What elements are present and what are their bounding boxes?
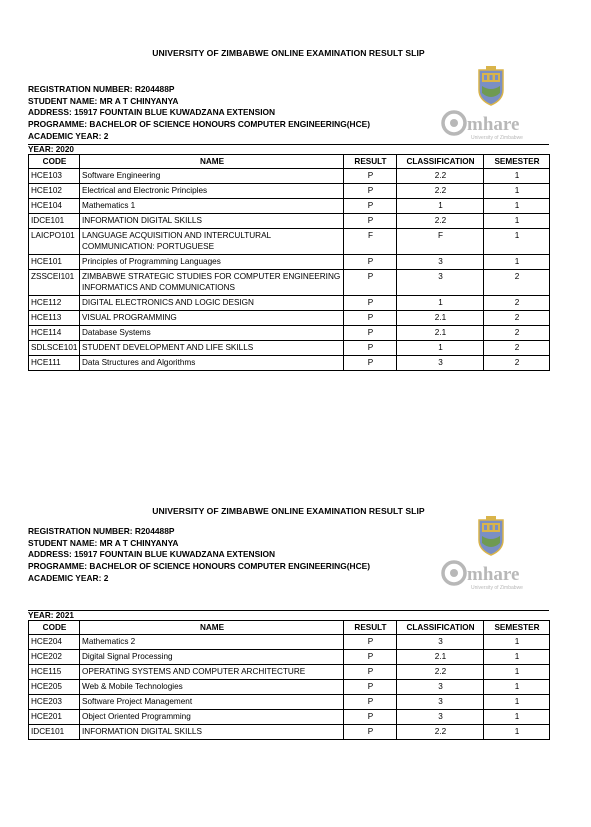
column-header: CLASSIFICATION xyxy=(397,621,484,635)
course-name: Principles of Programming Languages xyxy=(80,255,344,270)
course-name: Database Systems xyxy=(80,326,344,341)
column-header: NAME xyxy=(80,155,344,169)
slip-title: UNIVERSITY OF ZIMBABWE ONLINE EXAMINATION RESULT SLIP xyxy=(152,48,425,58)
table-row xyxy=(29,184,550,199)
table-header-row xyxy=(29,621,550,635)
address: ADDRESS: 15917 FOUNTAIN BLUE KUWADZANA EXTENSION xyxy=(28,549,276,560)
academic-year: ACADEMIC YEAR: 2 xyxy=(28,572,109,583)
table-row xyxy=(29,326,550,341)
course-name: Data Structures and Algorithms xyxy=(80,356,344,371)
course-result: P xyxy=(344,680,397,695)
course-code: ZSSCEI101 xyxy=(29,270,80,296)
column-header: CODE xyxy=(29,155,80,169)
course-classification: 2.1 xyxy=(397,650,484,665)
course-semester: 1 xyxy=(484,184,550,199)
logo-subtext: University of Zimbabwe xyxy=(471,135,523,141)
course-semester: 1 xyxy=(484,725,550,740)
course-code: HCE115 xyxy=(29,665,80,680)
course-name: OPERATING SYSTEMS AND COMPUTER ARCHITECTURE xyxy=(80,665,344,680)
course-semester: 1 xyxy=(484,214,550,229)
table-row xyxy=(29,725,550,740)
course-code: HCE205 xyxy=(29,680,80,695)
course-classification: 2.1 xyxy=(397,311,484,326)
course-code: LAICPO101 xyxy=(29,229,80,255)
table-row xyxy=(29,199,550,214)
logo-text: mhare xyxy=(467,564,520,585)
course-name: Software Engineering xyxy=(80,169,344,184)
column-header: NAME xyxy=(80,621,344,635)
course-code: IDCE101 xyxy=(29,214,80,229)
course-classification: F xyxy=(397,229,484,255)
course-classification: 3 xyxy=(397,635,484,650)
omhare-logo xyxy=(441,558,537,592)
course-semester: 1 xyxy=(484,229,550,255)
course-code: HCE202 xyxy=(29,650,80,665)
course-semester: 1 xyxy=(484,665,550,680)
course-semester: 2 xyxy=(484,356,550,371)
course-code: HCE101 xyxy=(29,255,80,270)
table-row xyxy=(29,311,550,326)
course-semester: 2 xyxy=(484,326,550,341)
results-table xyxy=(28,154,550,371)
course-name: LANGUAGE ACQUISITION AND INTERCULTURAL COMMUNICATION: PORTUGUESE xyxy=(80,229,344,255)
course-code: IDCE101 xyxy=(29,725,80,740)
course-result: P xyxy=(344,356,397,371)
table-row xyxy=(29,229,550,255)
course-result: P xyxy=(344,695,397,710)
column-header: SEMESTER xyxy=(484,621,550,635)
course-classification: 3 xyxy=(397,710,484,725)
programme: PROGRAMME: BACHELOR OF SCIENCE HONOURS COMPUTER ENGINEERING(HCE) xyxy=(28,561,370,572)
crest-icon xyxy=(477,516,505,556)
university-logo xyxy=(441,516,537,596)
course-semester: 1 xyxy=(484,680,550,695)
result-slip-2020 xyxy=(28,40,549,405)
crest-icon xyxy=(477,66,505,106)
table-row xyxy=(29,214,550,229)
table-row xyxy=(29,665,550,680)
table-row xyxy=(29,680,550,695)
column-header: RESULT xyxy=(344,621,397,635)
course-name: Web & Mobile Technologies xyxy=(80,680,344,695)
course-semester: 2 xyxy=(484,341,550,356)
table-row xyxy=(29,296,550,311)
course-result: P xyxy=(344,341,397,356)
course-classification: 2.2 xyxy=(397,725,484,740)
column-header: RESULT xyxy=(344,155,397,169)
course-name: INFORMATION DIGITAL SKILLS xyxy=(80,725,344,740)
address: ADDRESS: 15917 FOUNTAIN BLUE KUWADZANA EXTENSION xyxy=(28,107,276,118)
course-code: HCE204 xyxy=(29,635,80,650)
course-result: P xyxy=(344,311,397,326)
table-row xyxy=(29,270,550,296)
course-classification: 3 xyxy=(397,356,484,371)
student-name: STUDENT NAME: MR A T CHINYANYA xyxy=(28,537,179,548)
course-code: HCE111 xyxy=(29,356,80,371)
table-row xyxy=(29,650,550,665)
course-semester: 1 xyxy=(484,199,550,214)
table-row xyxy=(29,710,550,725)
slip-title: UNIVERSITY OF ZIMBABWE ONLINE EXAMINATION RESULT SLIP xyxy=(152,506,425,516)
course-classification: 2.2 xyxy=(397,169,484,184)
course-classification: 3 xyxy=(397,695,484,710)
course-result: P xyxy=(344,255,397,270)
course-result: P xyxy=(344,665,397,680)
course-semester: 1 xyxy=(484,255,550,270)
results-table xyxy=(28,620,550,740)
course-name: Software Project Management xyxy=(80,695,344,710)
omhare-logo xyxy=(441,108,537,142)
course-result: P xyxy=(344,710,397,725)
table-row xyxy=(29,255,550,270)
course-semester: 2 xyxy=(484,311,550,326)
course-semester: 1 xyxy=(484,635,550,650)
course-name: Object Oriented Programming xyxy=(80,710,344,725)
academic-year: ACADEMIC YEAR: 2 xyxy=(28,130,109,141)
course-result: P xyxy=(344,725,397,740)
course-code: HCE104 xyxy=(29,199,80,214)
year-label: YEAR: 2020 xyxy=(28,144,549,154)
table-row xyxy=(29,356,550,371)
table-header-row xyxy=(29,155,550,169)
university-logo xyxy=(441,66,537,146)
course-name: INFORMATION DIGITAL SKILLS xyxy=(80,214,344,229)
column-header: CODE xyxy=(29,621,80,635)
column-header: CLASSIFICATION xyxy=(397,155,484,169)
student-name: STUDENT NAME: MR A T CHINYANYA xyxy=(28,95,179,106)
column-header: SEMESTER xyxy=(484,155,550,169)
student-details xyxy=(28,84,370,143)
course-classification: 2.2 xyxy=(397,184,484,199)
course-result: P xyxy=(344,270,397,296)
table-row xyxy=(29,635,550,650)
registration-number: REGISTRATION NUMBER: R204488P xyxy=(28,526,175,536)
course-name: DIGITAL ELECTRONICS AND LOGIC DESIGN xyxy=(80,296,344,311)
year-label: YEAR: 2021 xyxy=(28,610,549,620)
course-classification: 1 xyxy=(397,199,484,214)
course-semester: 1 xyxy=(484,169,550,184)
course-name: VISUAL PROGRAMMING xyxy=(80,311,344,326)
course-result: F xyxy=(344,229,397,255)
course-result: P xyxy=(344,650,397,665)
course-code: HCE203 xyxy=(29,695,80,710)
course-code: HCE113 xyxy=(29,311,80,326)
course-result: P xyxy=(344,169,397,184)
course-code: HCE201 xyxy=(29,710,80,725)
course-classification: 2.1 xyxy=(397,326,484,341)
course-classification: 3 xyxy=(397,270,484,296)
programme: PROGRAMME: BACHELOR OF SCIENCE HONOURS COMPUTER ENGINEERING(HCE) xyxy=(28,119,370,130)
course-name: ZIMBABWE STRATEGIC STUDIES FOR COMPUTER ENGINEERING INFORMATICS AND COMMUNICATIONS xyxy=(80,270,344,296)
table-row xyxy=(29,695,550,710)
course-name: Mathematics 1 xyxy=(80,199,344,214)
student-details xyxy=(28,526,370,585)
course-classification: 3 xyxy=(397,680,484,695)
course-semester: 1 xyxy=(484,695,550,710)
course-name: STUDENT DEVELOPMENT AND LIFE SKILLS xyxy=(80,341,344,356)
course-semester: 1 xyxy=(484,650,550,665)
table-row xyxy=(29,341,550,356)
course-result: P xyxy=(344,214,397,229)
result-slip-2021 xyxy=(28,498,549,788)
course-semester: 2 xyxy=(484,270,550,296)
course-name: Mathematics 2 xyxy=(80,635,344,650)
course-result: P xyxy=(344,199,397,214)
course-classification: 2.2 xyxy=(397,665,484,680)
course-classification: 1 xyxy=(397,296,484,311)
registration-number: REGISTRATION NUMBER: R204488P xyxy=(28,84,175,94)
logo-text: mhare xyxy=(467,114,520,135)
course-name: Digital Signal Processing xyxy=(80,650,344,665)
table-row xyxy=(29,169,550,184)
course-classification: 3 xyxy=(397,255,484,270)
course-code: HCE112 xyxy=(29,296,80,311)
course-code: HCE102 xyxy=(29,184,80,199)
course-result: P xyxy=(344,296,397,311)
course-semester: 1 xyxy=(484,710,550,725)
logo-subtext: University of Zimbabwe xyxy=(471,585,523,591)
course-classification: 1 xyxy=(397,341,484,356)
course-semester: 2 xyxy=(484,296,550,311)
course-name: Electrical and Electronic Principles xyxy=(80,184,344,199)
course-result: P xyxy=(344,326,397,341)
course-classification: 2.2 xyxy=(397,214,484,229)
course-result: P xyxy=(344,635,397,650)
course-result: P xyxy=(344,184,397,199)
course-code: SDLSCE101 xyxy=(29,341,80,356)
course-code: HCE114 xyxy=(29,326,80,341)
course-code: HCE103 xyxy=(29,169,80,184)
